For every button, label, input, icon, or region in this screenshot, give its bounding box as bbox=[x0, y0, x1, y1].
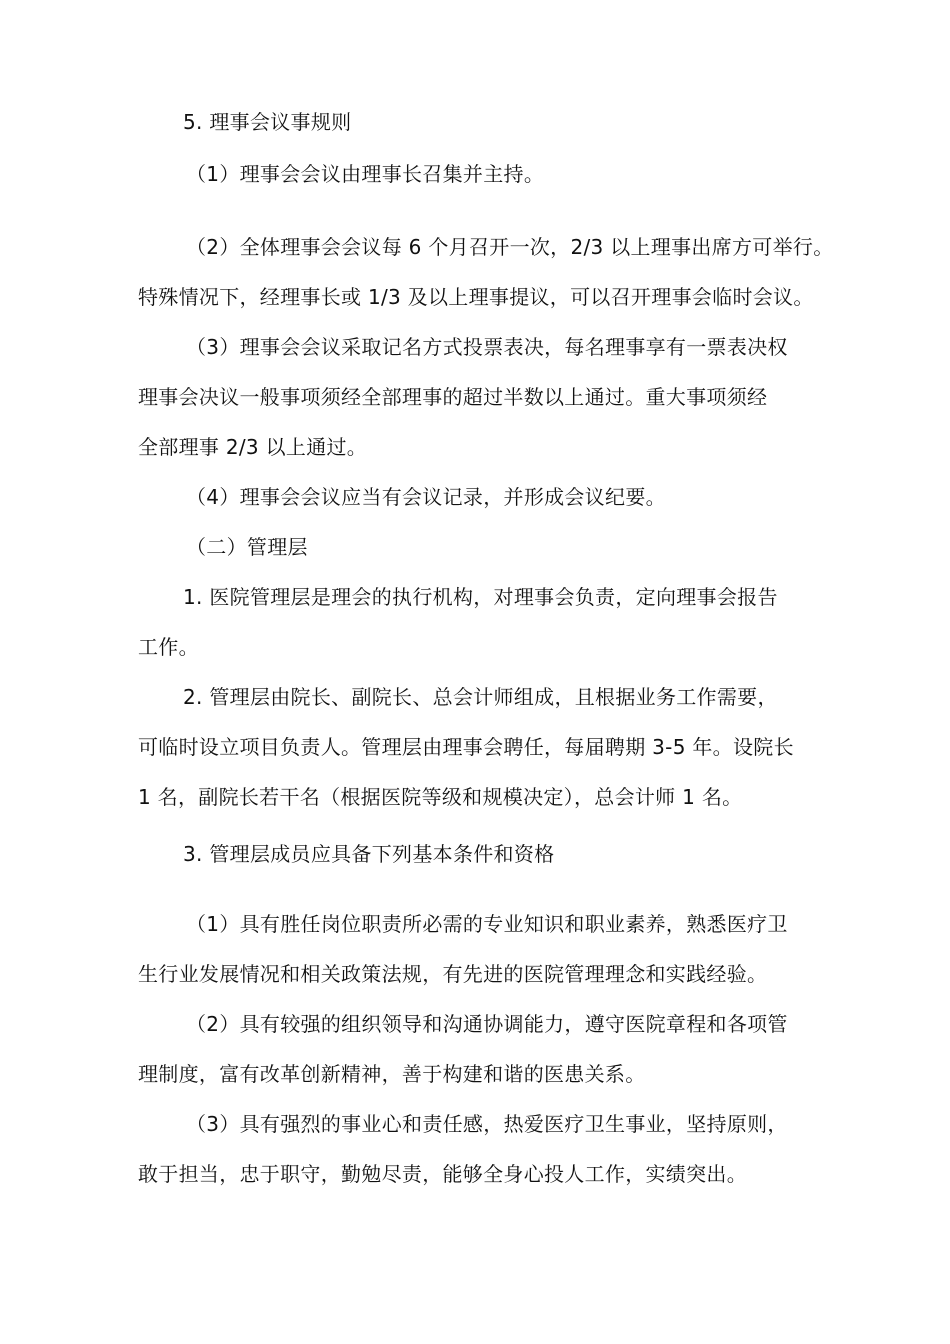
paragraph-line: 1 名，副院长若干名（根据医院等级和规模决定），总会计师 1 名。 bbox=[138, 785, 743, 809]
paragraph-line: （1）具有胜任岗位职责所必需的专业知识和职业素养，熟悉医疗卫 bbox=[186, 912, 788, 936]
paragraph-line: 1. 医院管理层是理会的执行机构，对理事会负责，定向理事会报告 bbox=[183, 585, 778, 609]
paragraph-line: （1）理事会会议由理事长召集并主持。 bbox=[186, 162, 545, 186]
section-heading-management: （二）管理层 bbox=[186, 535, 308, 559]
paragraph-line: （4）理事会会议应当有会议记录，并形成会议纪要。 bbox=[186, 485, 666, 509]
paragraph-line: 理事会决议一般事项须经全部理事的超过半数以上通过。重大事项须经 bbox=[138, 385, 768, 409]
paragraph-line: （3）具有强烈的事业心和责任感，热爱医疗卫生事业，坚持原则， bbox=[186, 1112, 788, 1136]
paragraph-line: 可临时设立项目负责人。管理层由理事会聘任，每届聘期 3-5 年。设院长 bbox=[138, 735, 794, 759]
paragraph-line: 工作。 bbox=[138, 635, 199, 659]
paragraph-line: 3. 管理层成员应具备下列基本条件和资格 bbox=[183, 842, 555, 866]
paragraph-line: 生行业发展情况和相关政策法规，有先进的医院管理理念和实践经验。 bbox=[138, 962, 768, 986]
paragraph-line: （2）具有较强的组织领导和沟通协调能力，遵守医院章程和各项管 bbox=[186, 1012, 788, 1036]
section-heading-5: 5. 理事会议事规则 bbox=[183, 110, 352, 134]
paragraph-line: 2. 管理层由院长、副院长、总会计师组成，且根据业务工作需要， bbox=[183, 685, 778, 709]
paragraph-line: 理制度，富有改革创新精神，善于构建和谐的医患关系。 bbox=[138, 1062, 646, 1086]
paragraph-line: 全部理事 2/3 以上通过。 bbox=[138, 435, 368, 459]
paragraph-line: （2）全体理事会会议每 6 个月召开一次，2/3 以上理事出席方可举行。 bbox=[186, 235, 834, 259]
paragraph-line: 特殊情况下，经理事长或 1/3 及以上理事提议，可以召开理事会临时会议。 bbox=[138, 285, 814, 309]
paragraph-line: 敢于担当，忠于职守，勤勉尽责，能够全身心投人工作，实绩突出。 bbox=[138, 1162, 747, 1186]
paragraph-line: （3）理事会会议采取记名方式投票表决，每名理事享有一票表决权 bbox=[186, 335, 788, 359]
